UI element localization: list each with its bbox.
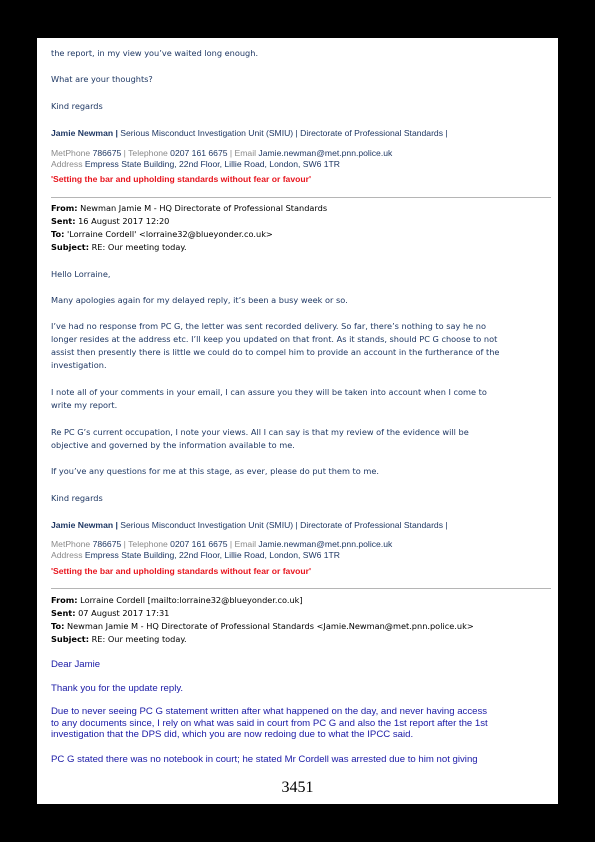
body-paragraph: I’ve had no response from PC G, the letter was sent recorded delivery. So far, there’s nothing to say he no longer resides at the address etc. I’ll keep you updated on that front. As it stands, should PC G choose to not assist then presently there is little we could do to compel him to provide an account in the furtherance of the investigation. xyxy=(51,321,500,370)
body-paragraph: Thank you for the update reply. xyxy=(51,683,184,694)
signature-address: Address Empress State Building, 22nd Floor, Lillie Road, London, SW6 1TR xyxy=(51,159,341,169)
page-number: 3451 xyxy=(281,779,314,796)
signature-contact: MetPhone 786675 | Telephone 0207 161 6675 | Email Jamie.newman@met.pnn.police.uk xyxy=(51,539,393,549)
email-from: From: Lorraine Cordell [mailto:lorraine32@blueyonder.co.uk] xyxy=(51,595,303,605)
signature-motto: 'Setting the bar and upholding standards without fear or favour' xyxy=(51,174,311,184)
email-subject: Subject: RE: Our meeting today. xyxy=(51,242,187,252)
signature-title xyxy=(51,128,448,138)
signature-name: Jamie Newman | xyxy=(51,520,118,530)
body-line: What are your thoughts? xyxy=(51,74,153,84)
signature-motto: 'Setting the bar and upholding standards without fear or favour' xyxy=(51,566,311,576)
signature-unit: Serious Misconduct Investigation Unit (SMIU) | Directorate of Professional Standards | xyxy=(117,128,448,138)
signature-email: Jamie.newman@met.pnn.police.uk xyxy=(256,148,393,158)
email-sent: Sent: 07 August 2017 17:31 xyxy=(51,608,170,618)
closing: Kind regards xyxy=(51,493,103,503)
body-paragraph: Due to never seeing PC G statement written after what happened on the day, and never having access to any documents since, I rely on what was said in court from PC G and also the 1st report after the 1st investigation that the DPS did, which you are now redoing due to what the IPCC said. xyxy=(51,706,488,740)
signature-contact: MetPhone 786675 | Telephone 0207 161 6675 | Email Jamie.newman@met.pnn.police.uk xyxy=(51,148,393,158)
body-paragraph: I note all of your comments in your email, I can assure you they will be taken into account when I come to write my report. xyxy=(51,387,487,410)
closing: Kind regards xyxy=(51,101,103,111)
divider xyxy=(51,197,551,198)
document-page xyxy=(37,38,558,804)
greeting: Dear Jamie xyxy=(51,659,101,670)
signature-email: Jamie.newman@met.pnn.police.uk xyxy=(256,539,393,549)
signature-unit: Serious Misconduct Investigation Unit (SMIU) | Directorate of Professional Standards | xyxy=(117,520,448,530)
email-to: To: Newman Jamie M - HQ Directorate of Professional Standards <Jamie.Newman@met.pnn.police.uk> xyxy=(51,621,474,631)
signature-title xyxy=(51,520,448,530)
body-paragraph: If you’ve any questions for me at this stage, as ever, please do put them to me. xyxy=(51,466,379,476)
email-from: From: Newman Jamie M - HQ Directorate of Professional Standards xyxy=(51,203,328,213)
greeting: Hello Lorraine, xyxy=(51,269,111,279)
body-paragraph: PC G stated there was no notebook in court; he stated Mr Cordell was arrested due to him not giving xyxy=(51,754,478,765)
signature-address: Address Empress State Building, 22nd Floor, Lillie Road, London, SW6 1TR xyxy=(51,550,341,560)
email-to: To: 'Lorraine Cordell' <lorraine32@blueyonder.co.uk> xyxy=(51,229,273,239)
body-paragraph: Many apologies again for my delayed reply, it’s been a busy week or so. xyxy=(51,295,348,305)
signature-name: Jamie Newman | xyxy=(51,128,118,138)
email-sent: Sent: 16 August 2017 12:20 xyxy=(51,216,170,226)
divider xyxy=(51,588,551,589)
body-paragraph: Re PC G’s current occupation, I note your views. All I can say is that my review of the evidence will be objective and governed by the information available to me. xyxy=(51,427,469,450)
body-line: the report, in my view you’ve waited long enough. xyxy=(51,48,259,58)
email-subject: Subject: RE: Our meeting today. xyxy=(51,634,187,644)
